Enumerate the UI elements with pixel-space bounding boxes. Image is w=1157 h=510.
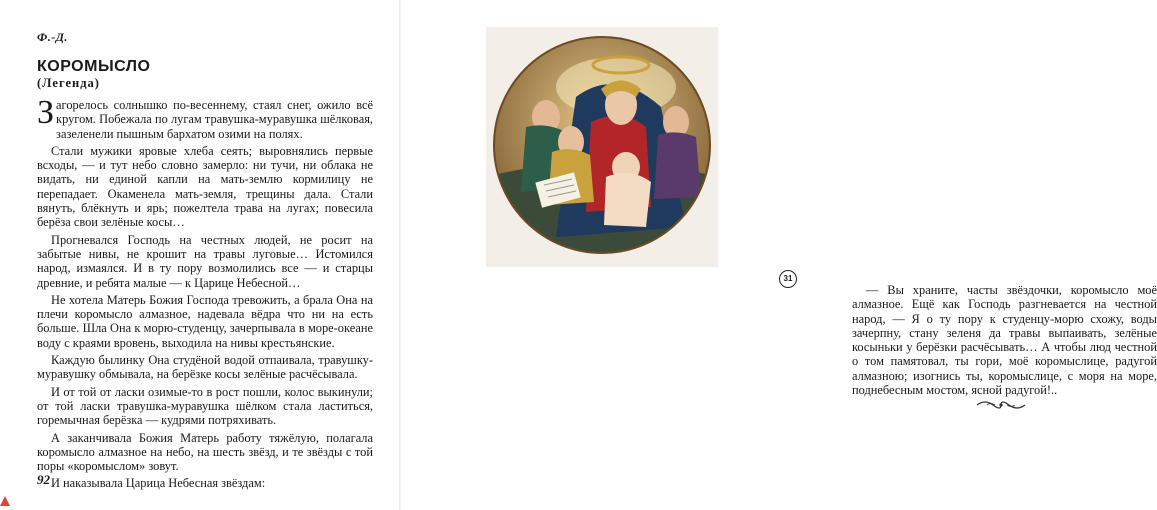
continuation-paragraph: — Вы храните, часты звёздочки, коромысло моё алмазное. Ещё как Господь разгневается на честной народ, — Я о ту пору к студенцу-морю схожу, воды зачерпну, стану зеленя да травы выпаивать, зелёные косыньки у берёзки расчёсывать… А чтобы люд честной о том памятовал, ты гори, моё коромыслице, радугой алмазною; изогнись ты, коромыслице, с моря на море, поднебесным мостом, ясной радугой!.. (852, 283, 1157, 398)
illustration-frame (486, 27, 793, 283)
ornament-flourish-icon (975, 398, 1027, 412)
author-header: Ф.-Д. (37, 30, 68, 44)
left-page (0, 0, 400, 510)
paragraph-3: Прогневался Господь на честных людей, не росит на забытые нивы, не крошит на травы луговые… Истомился народ, измаялся. И в ту пору возмолились все — и старцы древние, и ребята малые — к Царице Небесной… (37, 232, 373, 290)
illustration-number-badge: 31 (779, 270, 797, 288)
paragraph-2: Стали мужики яровые хлеба сеять; выровнялись первые всходы, — и тут небо словно замерло: ни тучи, ни облака не видать, ни единой капли на мать-землю кормилицу не перепадает. Окаменела мать-земля, трещины дала. Стали вянуть, блёкнуть и ярь; пожелтела трава на лугах; повесила берёза свои зелёные косы… (37, 143, 373, 230)
corner-marker (0, 496, 10, 506)
story-title: КОРОМЫСЛО (37, 58, 151, 75)
paragraph-1-text: агорелось солнышко по-весеннему, стаял снег, ожило всё кругом. Побежала по лугам травушка-муравушка шёлковая, зазеленели пышным бархатом озими на полях. (56, 98, 373, 141)
right-page (400, 0, 1157, 510)
paragraph-6: И от той от ласки озимые-то в рост пошли, колос выкинули; от той ласки травушка-муравушка шёлком стала ластиться, горемычная берёзка — кудрями потряхивать. (37, 384, 373, 428)
paragraph-7: А заканчивала Божия Матерь работу тяжёлую, полагала коромысло алмазное на небо, на шесть звёзд, и те звёзды с той поры «коромыслом» зовут. (37, 430, 373, 474)
paragraph-5: Каждую былинку Она студёной водой отпаивала, травушку-муравушку обмывала, на берёзке косы зелёные расчёсывала. (37, 353, 373, 382)
drop-cap: З (37, 94, 55, 131)
story-continuation (852, 283, 1157, 397)
story-body (37, 94, 373, 494)
madonna-tondo-illustration (486, 27, 718, 267)
page-number: 92 (37, 472, 50, 487)
story-subtitle: (Легенда) (37, 76, 100, 90)
paragraph-8: И наказывала Царица Небесная звёздам: (51, 476, 266, 491)
paragraph-1 (37, 94, 373, 141)
paragraph-4: Не хотела Матерь Божия Господа тревожить, а брала Она на плечи коромысло алмазное, надевала вёдра что ни на есть больше. Шла Она к морю-студенцу, зачерпывала в море-океане воду с краями вровень, выходила на нивы крестьянские. (37, 292, 373, 350)
